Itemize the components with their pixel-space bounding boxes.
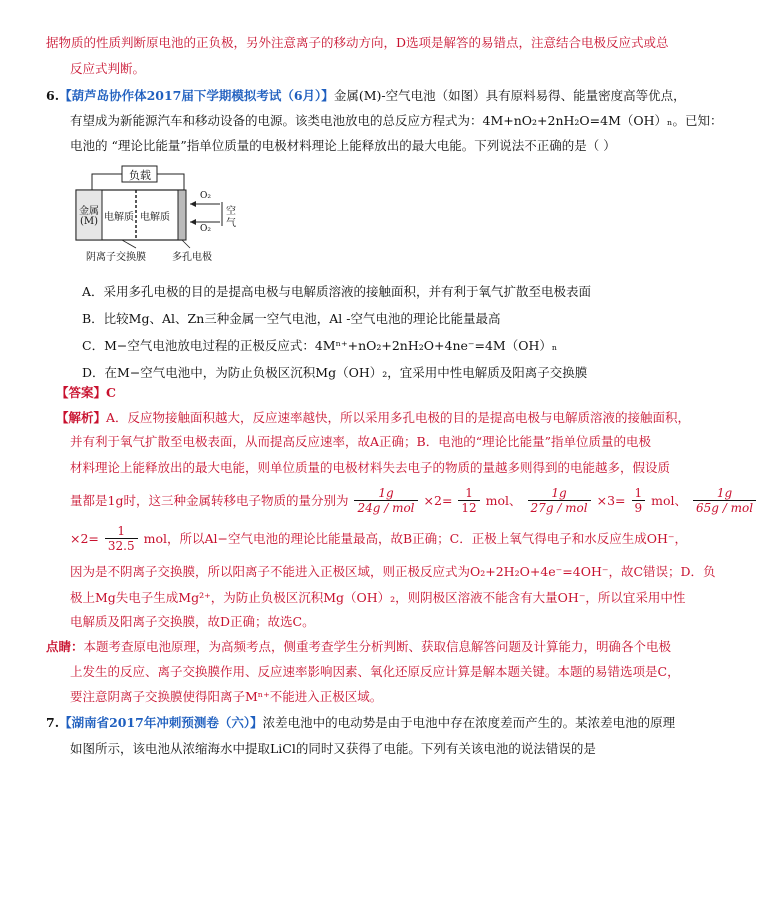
tip-line-3: 要注意阴离子交换膜使得阳离子Mⁿ⁺不能进入正极区域。 [70, 689, 383, 704]
multiply-text: ×2= [70, 530, 99, 546]
metal-label: 金属 [79, 206, 99, 217]
analysis-line-4-text: 量都是1g时，这三种金属转移电子物质的量分别为 [70, 492, 349, 508]
fraction-denominator: 12 [458, 500, 479, 516]
question-6-stem-2: 有望成为新能源汽车和移动设备的电源。该类电池放电的总反应方程式为：4M+nO₂+2nH₂O=4M（OH）ₙ。已知： [70, 113, 723, 128]
question-source: 【湖南省2017年冲刺预测卷（六）】 [59, 715, 263, 730]
fraction-numerator: 1g [716, 485, 733, 500]
question-source: 【葫芦岛协作体2017届下学期模拟考试（6月）】 [59, 88, 334, 103]
tip-text: 本题考查原电池原理，为高频考点，侧重考查学生分析判断、获取信息解答问题及计算能力，明确各个电极 [83, 639, 672, 654]
porous-electrode-label: 多孔电极 [172, 252, 212, 263]
fraction-result-al [632, 486, 646, 516]
question-number: 7. [46, 715, 60, 730]
fraction-numerator: 1 [465, 485, 473, 500]
question-number: 6. [46, 88, 60, 103]
fraction-result-zn [105, 524, 138, 554]
answer-label: 【答案】 [56, 385, 107, 400]
answer-value: C [106, 385, 116, 400]
fraction-result-mg [458, 486, 479, 516]
analysis-line-4 [70, 483, 758, 518]
option-b: B．比较Mg、Al、Zn三种金属一空气电池，Al -空气电池的理论比能量最高 [82, 311, 501, 326]
anion-membrane-label: 阴离子交换膜 [86, 252, 146, 263]
tip-label: 点睛： [46, 639, 84, 654]
tip-line-2: 上发生的反应、离子交换膜作用、反应速率影响因素、氧化还原反应计算是解本题关键。本题的易错选项是C， [70, 664, 680, 679]
fraction-denominator: 24g / mol [354, 500, 417, 516]
option-c: C．M−空气电池放电过程的正极反应式：4Mⁿ⁺+nO₂+2nH₂O+4ne⁻=4M（OH）ₙ [82, 338, 558, 353]
question-7-header [46, 714, 675, 732]
question-6-header [46, 87, 686, 105]
analysis-label: 【解析】 [56, 410, 107, 425]
air-label-2: 气 [226, 218, 236, 229]
analysis-line-5 [70, 521, 687, 556]
analysis-line-8: 电解质及阳离子交换膜，故D正确；故选C。 [70, 614, 315, 629]
electrolyte-left-label: 电解质 [104, 212, 134, 223]
intro-line-2: 反应式判断。 [70, 61, 146, 76]
metal-symbol-label: (M) [80, 216, 99, 227]
mol-text: mol、 [651, 492, 688, 508]
question-6-stem-3: 电池的 “理论比能量”指单位质量的电极材料理论上能释放出的最大电能。下列说法不正确的是（ ） [70, 138, 616, 153]
mol-text: mol、 [485, 492, 522, 508]
fraction-denominator: 27g / mol [528, 500, 591, 516]
intro-line-1: 据物质的性质判断原电池的正负极，另外注意离子的移动方向，D选项是解答的易错点，注意结合电极反应式或总 [46, 35, 669, 50]
analysis-line-3: 材料理论上能释放出的最大电能，则单位质量的电极材料失去电子的物质的量越多则得到的电能越多，假设质 [70, 460, 671, 475]
multiply-text: ×2= [423, 492, 453, 508]
analysis-line-2: 并有利于氧气扩散至电极表面，从而提高反应速率，故A正确；B．电池的“理论比能量”指单位质量的电极 [70, 434, 651, 449]
multiply-text: ×3= [596, 492, 626, 508]
question-stem: 金属(M)-空气电池（如图）具有原料易得、能量密度高等优点， [333, 88, 686, 103]
electrolyte-right-label: 电解质 [140, 212, 170, 223]
analysis-line-5-text: mol，所以Al−空气电池的理论比能量最高，故B正确；C．正极上氧气得电子和水反应生成OH⁻， [143, 530, 687, 546]
fraction-numerator: 1g [551, 485, 567, 500]
analysis-line-1 [56, 409, 690, 427]
air-label-1: 空 [226, 206, 236, 217]
oxygen-label-bottom: O₂ [200, 224, 211, 234]
fraction-numerator: 1g [378, 485, 394, 500]
analysis-line-7: 极上Mg失电子生成Mg²⁺，为防止负极区沉积Mg（OH）₂，则阴极区溶液不能含有大量OH⁻，所以宜采用中性 [70, 590, 686, 605]
fraction-al [528, 486, 591, 516]
question-7-stem-2: 如图所示，该电池从浓缩海水中提取LiCl的同时又获得了电能。下列有关该电池的说法错误的是 [70, 741, 596, 756]
analysis-text: A．反应物接触面积越大，反应速率越快，所以采用多孔电极的目的是提高电极与电解质溶液的接触面积， [106, 410, 691, 425]
option-d: D．在M−空气电池中，为防止负极区沉积Mg（OH）₂，宜采用中性电解质及阳离子交换膜 [82, 365, 588, 380]
tip-line-1 [46, 638, 671, 656]
load-label: 负载 [129, 169, 151, 182]
fraction-denominator: 65g / mol [693, 500, 756, 516]
fraction-mg [354, 486, 417, 516]
answer-line [56, 384, 116, 402]
question-stem: 浓差电池中的电动势是由于电池中存在浓度差而产生的。某浓差电池的原理 [262, 715, 676, 730]
battery-figure [72, 158, 252, 268]
analysis-line-6: 因为是不阴离子交换膜，所以阳离子不能进入正极区域，则正极反应式为O₂+2H₂O+4e⁻=4OH⁻，故C错误；D．负 [70, 564, 716, 579]
fraction-numerator: 1 [117, 523, 126, 538]
fraction-denominator: 32.5 [105, 538, 138, 554]
fraction-denominator: 9 [632, 500, 646, 516]
fraction-zn [693, 486, 756, 516]
option-a: A．采用多孔电极的目的是提高电极与电解质溶液的接触面积，并有利于氧气扩散至电极表面 [82, 284, 592, 299]
fraction-numerator: 1 [634, 485, 643, 500]
oxygen-label-top: O₂ [200, 191, 211, 201]
